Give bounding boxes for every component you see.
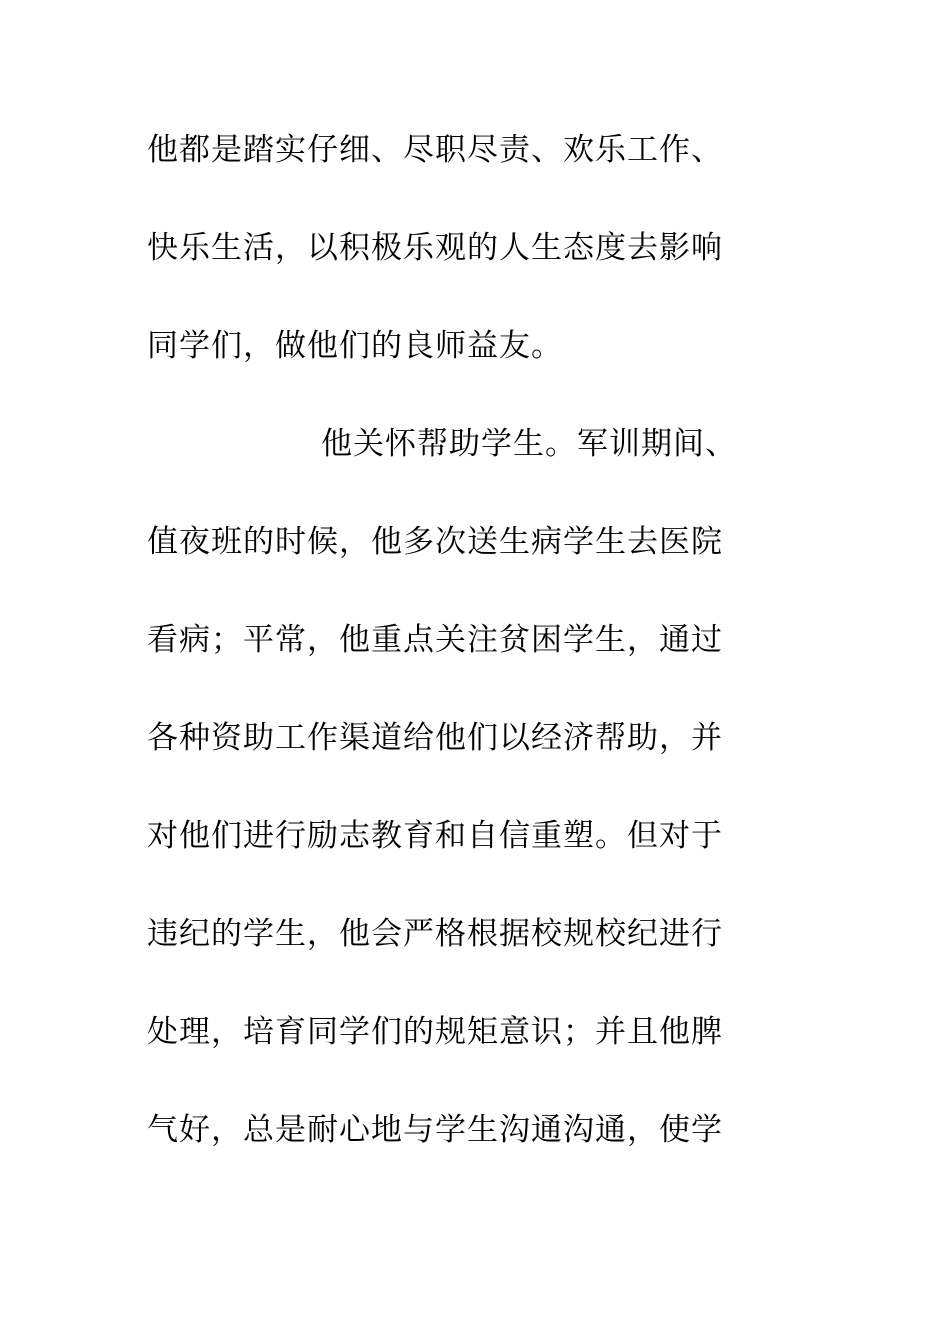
text-line-5: 值夜班的时候，他多次送生病学生去医院: [147, 524, 723, 560]
text-line-6: 看病；平常，他重点关注贫困学生，通过: [147, 622, 723, 658]
text-line-10: 处理，培育同学们的规矩意识；并且他脾: [147, 1014, 723, 1050]
text-line-2: 快乐生活，以积极乐观的人生态度去影响: [147, 230, 723, 266]
text-line-7: 各种资助工作渠道给他们以经济帮助，并: [147, 720, 723, 756]
text-line-11: 气好，总是耐心地与学生沟通沟通，使学: [147, 1112, 723, 1148]
text-line-3: 同学们，做他们的良师益友。: [147, 328, 563, 364]
text-line-4-paragraph-start: 他关怀帮助学生。军训期间、: [321, 426, 737, 462]
body-text: [147, 120, 787, 1198]
text-line-1: 他都是踏实仔细、尽职尽责、欢乐工作、: [147, 132, 723, 168]
text-line-8: 对他们进行励志教育和自信重塑。但对于: [147, 818, 723, 854]
text-line-9: 违纪的学生，他会严格根据校规校纪进行: [147, 916, 723, 952]
